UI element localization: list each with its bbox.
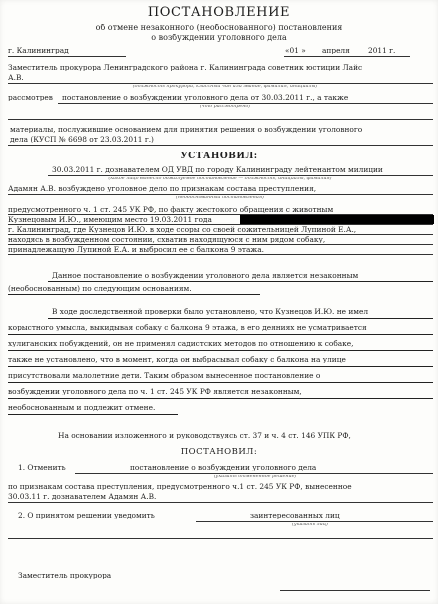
established-line-4: Кузнецовым И.Ю., имеющим место 19.03.2011 года bbox=[8, 216, 212, 224]
reasons-line-1: В ходе доследственной проверки было установлено, что Кузнецов И.Ю. не имел bbox=[52, 308, 369, 316]
illegal-line-2: (необоснованным) по следующим основаниям. bbox=[8, 285, 192, 293]
blank-line-2 bbox=[8, 538, 433, 539]
reviewed-prefix: рассмотрев bbox=[8, 94, 53, 102]
resolved-heading: ПОСТАНОВИЛ: bbox=[180, 448, 258, 457]
reviewed-underline bbox=[58, 103, 433, 104]
established-underline-3 bbox=[8, 214, 433, 215]
resolved-item-1-line-3-underline bbox=[8, 502, 433, 503]
blank-line bbox=[8, 119, 433, 120]
reasons-line-5: присутствовали малолетние дети. Таким образом вынесенное постановление о bbox=[8, 372, 321, 380]
reasons-underline-2 bbox=[8, 334, 433, 335]
reasons-underline-4 bbox=[8, 366, 433, 367]
resolved-item-1-line-3: 30.03.11 г. дознавателем Адамян А.В. bbox=[8, 493, 157, 501]
date-month: апреля bbox=[322, 47, 350, 55]
reasons-underline-5 bbox=[8, 382, 433, 383]
resolved-item-2-text: заинтересованных лиц bbox=[250, 512, 340, 520]
established-underline-4 bbox=[8, 224, 433, 225]
established-line-2: Адамян А.В. возбуждено уголовное дело по признакам состава преступления, bbox=[8, 185, 317, 193]
reasons-line-2: корыстного умысла, выкидывая собаку с балкона 9 этажа, в его деяниях не усматривается bbox=[8, 324, 367, 332]
reviewed-line-2: материалы, послужившие основанием для принятия решения о возбуждении уголовного bbox=[10, 126, 363, 134]
resolved-item-2-underline bbox=[196, 521, 433, 522]
established-underline-6 bbox=[8, 244, 433, 245]
established-line-2-underline bbox=[8, 194, 433, 195]
reviewed-text: постановление о возбуждении уголовного дела от 30.03.2011 г., а также bbox=[62, 94, 349, 102]
date-underline bbox=[284, 56, 410, 57]
signature-underline bbox=[280, 590, 430, 591]
reasons-underline-6 bbox=[8, 398, 433, 399]
reasons-line-6: возбуждении уголовного дела по ч. 1 ст. 245 УК РФ является незаконным, bbox=[8, 388, 302, 396]
established-line-3: предусмотренного ч. 1 ст. 245 УК РФ, по факту жестокого обращения с животным bbox=[8, 206, 334, 214]
author-line: Заместитель прокурора Ленинградского района г. Калининграда советник юстиции Лайс bbox=[8, 64, 363, 72]
reasons-line-3: хулиганских побуждений, он не применял садистских методов по отношению к собаке, bbox=[8, 340, 354, 348]
signature-role: Заместитель прокурора bbox=[18, 572, 112, 580]
reasons-underline-7 bbox=[8, 414, 178, 415]
document-subtitle-1: об отмене незаконного (необоснованного) постановления bbox=[95, 24, 343, 32]
author-hint: (должность прокурора, классный чин или звание, фамилия, инициалы) bbox=[132, 85, 318, 89]
illegal-line-1-underline bbox=[48, 281, 433, 282]
date-year: 2011 г. bbox=[368, 47, 396, 55]
resolved-item-2-hint: (указать лиц) bbox=[292, 523, 328, 527]
resolved-item-2-prefix: 2. О принятом решении уведомить bbox=[18, 512, 155, 520]
established-heading: УСТАНОВИЛ: bbox=[180, 152, 258, 161]
resolved-item-1-hint: (указать отмененное решение) bbox=[213, 475, 297, 479]
established-underline-7 bbox=[8, 254, 433, 255]
established-hint-1: (какое лицо вынесло обжалуемое постановление — должность, инициалы, фамилия) bbox=[108, 177, 332, 181]
author-underline bbox=[8, 83, 433, 84]
illegal-line-2-underline bbox=[8, 294, 260, 295]
established-line-6: находясь в возбужденном состоянии, схватив находящуюся с ним рядом собаку, bbox=[8, 236, 326, 244]
resolved-item-1-line-2: по признакам состава преступления, предусмотренного ч.1 ст. 245 УК РФ, вынесенное bbox=[8, 483, 352, 491]
reasons-line-4: также не установлено, что в момент, когда он выбрасывал собаку с балкона на улице bbox=[8, 356, 346, 364]
established-line-5: г. Калининград, где Кузнецов И.Ю. в ходе ссоры со своей сожительницей Лупиной Е.А., bbox=[8, 226, 357, 234]
reviewed-hint: (что рассмотрено) bbox=[199, 105, 251, 109]
resolved-item-1-prefix: 1. Отменить bbox=[18, 464, 66, 472]
document-title: ПОСТАНОВЛЕНИЕ bbox=[147, 6, 291, 19]
established-underline-5 bbox=[8, 234, 433, 235]
established-line-1: 30.03.2011 г. дознавателем ОД УВД по городу Калининграду лейтенантом милиции bbox=[52, 166, 383, 174]
author-line-2: А.В. bbox=[8, 74, 24, 82]
established-hint-2: (необоснованный постановления) bbox=[176, 196, 264, 200]
established-line-1-underline bbox=[48, 175, 433, 176]
illegal-line-1: Данное постановление о возбуждении уголовного дела является незаконным bbox=[52, 272, 359, 280]
reasons-underline-1 bbox=[48, 318, 433, 319]
redaction-bar bbox=[240, 215, 434, 224]
resolved-item-1-text: постановление о возбуждении уголовного дела bbox=[130, 464, 317, 472]
reasons-underline-3 bbox=[8, 350, 433, 351]
reviewed-line-3-underline bbox=[8, 145, 433, 146]
document-subtitle-2: о возбуждении уголовного дела bbox=[151, 34, 287, 42]
reasons-line-7: необоснованным и подлежит отмене. bbox=[8, 404, 156, 412]
reviewed-line-3: дела (КУСП № 6698 от 23.03.2011 г.) bbox=[10, 136, 154, 144]
basis-line: На основании изложенного и руководствуясь ст. 37 и ч. 4 ст. 146 УПК РФ, bbox=[58, 432, 351, 440]
place-city: г. Калининград bbox=[8, 47, 69, 55]
date-day: «01 » bbox=[285, 47, 306, 55]
resolved-item-1-underline bbox=[75, 473, 433, 474]
place-underline bbox=[8, 56, 126, 57]
established-line-7: принадлежащую Лупиной Е.А. и выбросил ее с балкона 9 этажа. bbox=[8, 246, 264, 254]
